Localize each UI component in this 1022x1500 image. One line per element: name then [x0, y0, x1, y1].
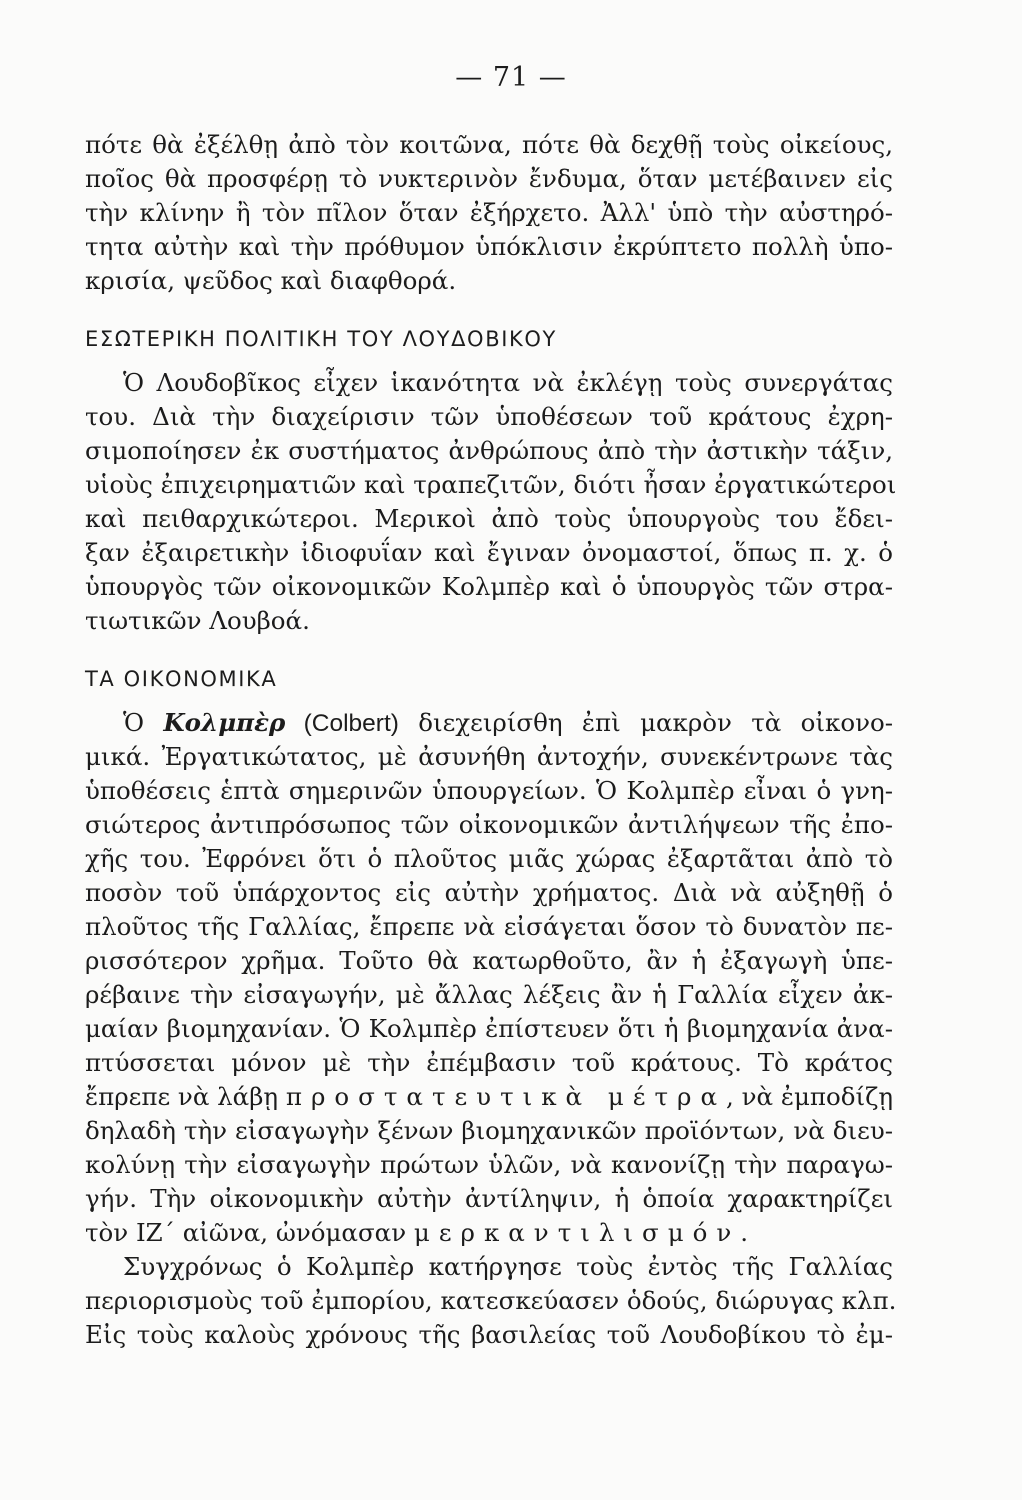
text-line: ὑποθέσεις ἑπτὰ σημερινῶν ὑπουργείων. Ὁ Κολμπὲρ εἶναι ὁ γνη-	[85, 776, 893, 805]
text-line: κολύνῃ τὴν εἰσαγωγὴν πρώτων ὑλῶν, νὰ κανονίζῃ τὴν παραγω-	[85, 1150, 893, 1179]
text-line: Εἰς τοὺς καλοὺς χρόνους τῆς βασιλείας τοῦ Λουδοβίκου τὸ ἐμ-	[85, 1320, 893, 1349]
text-line: Ὁ Λουδοβῖκος εἶχεν ἱκανότητα νὰ ἐκλέγῃ τοὺς συνεργάτας	[123, 368, 893, 397]
text-line	[85, 706, 893, 741]
text-line: πότε θὰ ἐξέλθῃ ἀπὸ τὸν κοιτῶνα, πότε θὰ δεχθῇ τοὺς οἰκείους,	[85, 130, 893, 159]
text-line	[85, 1080, 893, 1114]
emphasized-name: Κολμπὲρ	[163, 708, 286, 737]
text-line: σιώτερος ἀντιπρόσωπος τῶν οἰκονομικῶν ἀντιλήψεων τῆς ἐπο-	[85, 810, 893, 839]
text-line: τιωτικῶν Λουβοά.	[85, 606, 310, 635]
text-line: πτύσσεται μόνον μὲ τὴν ἐπέμβασιν τοῦ κράτους. Τὸ κράτος	[85, 1048, 893, 1077]
text-line: υἱοὺς ἐπιχειρηματιῶν καὶ τραπεζιτῶν, διότι ἦσαν ἐργατικώτεροι	[85, 470, 897, 499]
text-line: γήν. Τὴν οἰκονομικὴν αὐτὴν ἀντίληψιν, ἡ ὁποία χαρακτηρίζει	[85, 1184, 893, 1213]
text-line: καὶ πειθαρχικώτεροι. Μερικοὶ ἀπὸ τοὺς ὑπουργοὺς του ἔδει-	[85, 504, 893, 533]
text-fragment: διεχειρίσθη ἐπὶ μακρὸν τὰ οἰκονο-	[398, 708, 894, 737]
text-fragment: ἔπρεπε νὰ λάβῃ	[85, 1082, 286, 1111]
text-fragment: , νὰ ἐμποδίζῃ	[726, 1082, 894, 1111]
text-line: ὑπουργὸς τῶν οἰκονομικῶν Κολμπὲρ καὶ ὁ ὑπουργὸς τῶν στρα-	[85, 572, 893, 601]
text-line: ρέβαινε τὴν εἰσαγωγήν, μὲ ἄλλας λέξεις ἂν ἡ Γαλλία εἶχεν ἀκ-	[85, 980, 893, 1009]
spaced-emphasis: μερκαντιλισμόν.	[413, 1218, 758, 1247]
text-line	[85, 1216, 893, 1250]
text-line: χῆς του. Ἐφρόνει ὅτι ὁ πλοῦτος μιᾶς χώρας ἐξαρτᾶται ἀπὸ τὸ	[85, 844, 893, 873]
section-heading-domestic-policy: ΕΣΩΤΕΡΙΚΗ ΠΟΛΙΤΙΚΗ ΤΟΥ ΛΟΥΔΟΒΙΚΟΥ	[85, 327, 557, 351]
text-line: μαίαν βιομηχανίαν. Ὁ Κολμπὲρ ἐπίστευεν ὅτι ἡ βιομηχανία ἀνα-	[85, 1014, 893, 1043]
text-line: τητα αὐτὴν καὶ τὴν πρόθυμον ὑπόκλισιν ἐκρύπτετο πολλὴ ὑπο-	[85, 232, 893, 261]
text-line: περιορισμοὺς τοῦ ἐμπορίου, κατεσκεύασεν ὁδούς, διώρυγας κλπ.	[85, 1286, 897, 1315]
spaced-emphasis: προστατευτικὰ μέτρα	[285, 1082, 727, 1111]
text-line: μικά. Ἐργατικώτατος, μὲ ἀσυνήθη ἀντοχήν, συνεκέντρωνε τὰς	[85, 742, 893, 771]
text-line: σιμοποίησεν ἐκ συστήματος ἀνθρώπους ἀπὸ τὴν ἀστικὴν τάξιν,	[85, 436, 893, 465]
text-line: του. Διὰ τὴν διαχείρισιν τῶν ὑποθέσεων τοῦ κράτους ἐχρη-	[85, 402, 893, 431]
text-line: πλοῦτος τῆς Γαλλίας, ἔπρεπε νὰ εἰσάγεται ὅσον τὸ δυνατὸν πε-	[85, 912, 893, 941]
text-line: ξαν ἐξαιρετικὴν ἰδιοφυΐαν καὶ ἔγιναν ὀνομαστοί, ὅπως π. χ. ὁ	[85, 538, 893, 567]
text-line: δηλαδὴ τὴν εἰσαγωγὴν ξένων βιομηχανικῶν προϊόντων, νὰ διευ-	[85, 1116, 893, 1145]
text-line: ρισσότερον χρῆμα. Τοῦτο θὰ κατωρθοῦτο, ἂν ἡ ἐξαγωγὴ ὑπε-	[85, 946, 893, 975]
text-line: ποσὸν τοῦ ὑπάρχοντος εἰς αὐτὴν χρήματος. Διὰ νὰ αὐξηθῇ ὁ	[85, 878, 893, 907]
text-line: ποῖος θὰ προσφέρῃ τὸ νυκτερινὸν ἔνδυμα, ὅταν μετέβαινεν εἰς	[85, 164, 893, 193]
page-number: — 71 —	[455, 62, 567, 93]
text-line: τὴν κλίνην ἢ τὸν πῖλον ὅταν ἐξήρχετο. Ἀλλ' ὑπὸ τὴν αὐστηρό-	[85, 198, 893, 227]
text-line: κρισία, ψεῦδος καὶ διαφθορά.	[85, 266, 457, 295]
text-fragment: Ὁ	[123, 708, 164, 737]
section-heading-economics: ΤΑ ΟΙΚΟΝΟΜΙΚΑ	[85, 667, 278, 691]
text-fragment: τὸν ΙΖ΄ αἰῶνα, ὠνόμασαν	[85, 1218, 414, 1247]
text-line: Συγχρόνως ὁ Κολμπὲρ κατήργησε τοὺς ἐντὸς τῆς Γαλλίας	[123, 1252, 893, 1281]
latin-name: (Colbert)	[285, 710, 399, 737]
